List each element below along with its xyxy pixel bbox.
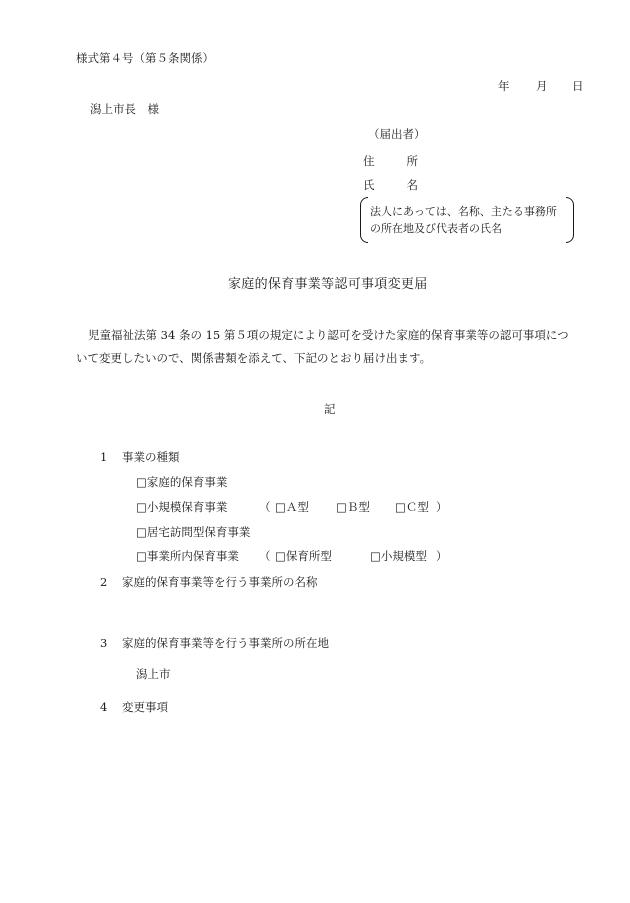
name-label-char1: 氏 — [363, 178, 375, 192]
paren-close: ） — [436, 500, 448, 514]
paren-open: （ — [259, 549, 271, 563]
applicant-label: （届出者） — [368, 127, 426, 141]
option-small-scale-row — [0, 502, 630, 516]
option-small-type: □小規模型 — [370, 549, 427, 563]
section-3-number: 3 — [100, 636, 108, 650]
address-label-char2: 所 — [406, 154, 418, 168]
option-nursery-type: □保育所型 — [275, 549, 332, 563]
addressee: 潟上市長 様 — [90, 102, 159, 116]
body-text-line-1: 児童福祉法第 34 条の 15 第５項の規定により認可を受けた家庭的保育事業等の認可事項につ — [88, 328, 569, 342]
option-type-c: □Ｃ型 — [395, 500, 429, 514]
section-4-number: 4 — [100, 700, 108, 714]
date-getsu: 月 — [536, 79, 548, 93]
section-1-number: 1 — [100, 450, 108, 464]
section-3-city: 潟上市 — [136, 667, 171, 681]
document-title: 家庭的保育事業等認可事項変更届 — [228, 277, 428, 292]
option-small-scale: □小規模保育事業 — [136, 500, 228, 514]
name-label-char2: 名 — [406, 178, 418, 192]
date-hi: 日 — [572, 79, 584, 93]
section-4-title: 変更事項 — [122, 700, 168, 714]
section-2-title: 家庭的保育事業等を行う事業所の名称 — [122, 575, 318, 589]
option-type-a: □Ａ型 — [275, 500, 309, 514]
address-label — [363, 156, 418, 168]
note-bracket — [360, 197, 574, 243]
section-1-title: 事業の種類 — [122, 450, 180, 464]
address-label-char1: 住 — [363, 154, 375, 168]
paren-close: ） — [436, 549, 448, 563]
option-home-visit: □居宅訪問型保育事業 — [136, 525, 251, 539]
date-nen: 年 — [498, 79, 510, 93]
note-line-2: の所在地及び代表者の氏名 — [370, 222, 502, 235]
form-label: 様式第４号（第５条関係） — [76, 51, 214, 65]
ki-heading: 記 — [324, 402, 336, 416]
paren-open: （ — [259, 500, 271, 514]
option-workplace: □事業所内保育事業 — [136, 549, 239, 563]
option-home-childcare: □家庭的保育事業 — [136, 475, 228, 489]
note-line-1: 法人にあっては、名称、主たる事務所 — [370, 205, 557, 218]
section-3-title: 家庭的保育事業等を行う事業所の所在地 — [122, 636, 329, 650]
name-label — [363, 180, 418, 192]
option-type-b: □Ｂ型 — [336, 500, 370, 514]
option-workplace-row — [0, 551, 630, 565]
section-2-number: 2 — [100, 575, 108, 589]
body-text-line-2: いて変更したいので、関係書類を添えて、下記のとおり届け出ます。 — [76, 351, 432, 365]
